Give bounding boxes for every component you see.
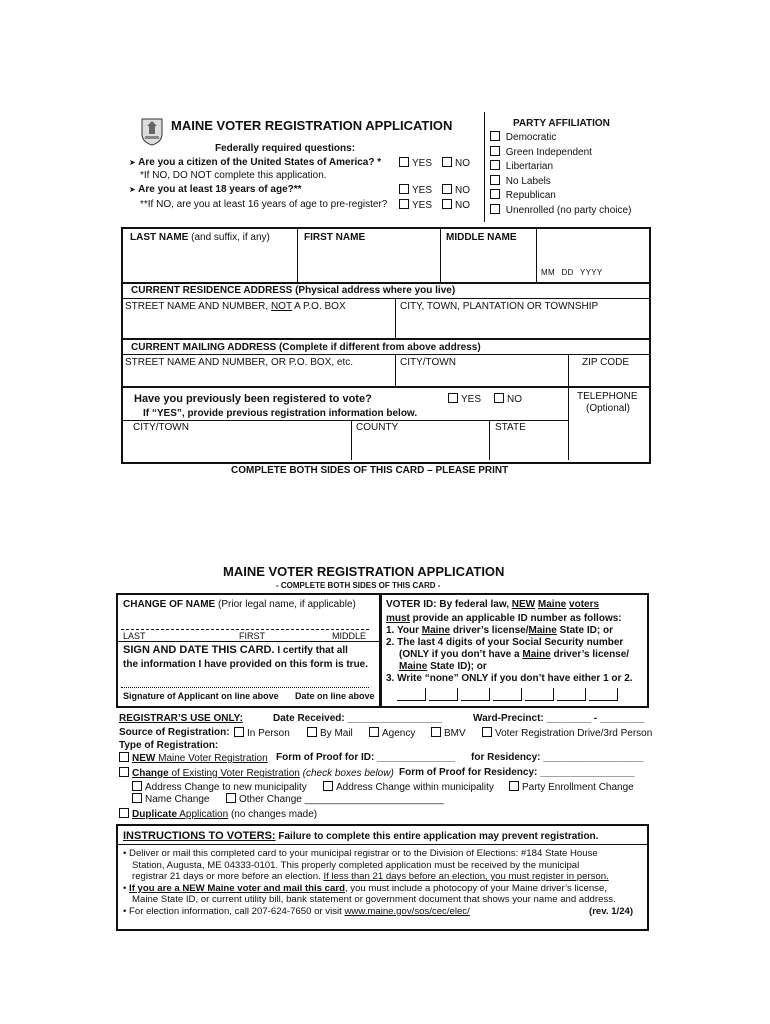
voter-id-option2: 2. The last 4 digits of your Social Security number — [386, 637, 624, 648]
mailing-street-field[interactable] — [123, 369, 393, 385]
source-agency-checkbox[interactable]: Agency — [369, 727, 415, 739]
duplicate-checkbox[interactable]: Duplicate Application (no changes made) — [119, 808, 317, 820]
sign-section-line1: SIGN AND DATE THIS CARD. I certify that all — [123, 644, 348, 656]
col-last-label: LAST — [123, 631, 146, 641]
previously-registered-no-checkbox[interactable]: NO — [494, 393, 522, 405]
type-label: Type of Registration: — [119, 740, 219, 751]
first-name-field[interactable] — [300, 245, 438, 279]
proof-id: Form of Proof for ID: ______________ — [276, 752, 455, 763]
age-no-checkbox[interactable]: NO — [442, 184, 470, 196]
divider — [122, 338, 649, 340]
age-yes-checkbox[interactable]: YES — [399, 184, 432, 196]
instruction-new-voter: • If you are a NEW Maine voter and mail this card, you must include a photocopy of your Maine driver’s license, — [123, 882, 607, 894]
source-in-person-checkbox[interactable]: In Person — [234, 727, 290, 739]
new-registration-checkbox[interactable]: NEW Maine Voter Registration — [119, 752, 268, 764]
signature-label: Signature of Applicant on line above — [123, 691, 279, 701]
telephone-label: TELEPHONE — [577, 391, 638, 402]
instruction-deliver-cont: Station, Augusta, ME 04333-0101. This properly completed application must be received by the municipal — [132, 859, 580, 871]
revision: (rev. 1/24) — [589, 906, 634, 917]
other-change-checkbox[interactable]: Other Change _________________________ — [226, 793, 444, 805]
voter-id-line1: VOTER ID: By federal law, NEW Maine voters — [386, 599, 600, 610]
telephone-optional: (Optional) — [586, 403, 630, 414]
change-name-label: CHANGE OF NAME (Prior legal name, if applicable) — [123, 599, 356, 610]
sign-section-line2: the information I have provided on this form is true. — [123, 659, 369, 670]
voter-id-number-field[interactable] — [397, 688, 621, 704]
prev-city-field[interactable] — [123, 434, 349, 458]
source-label: Source of Registration: — [119, 727, 230, 738]
party-libertarian-checkbox[interactable]: Libertarian — [490, 160, 631, 175]
instruction-info: • For election information, call 207-624-7650 or visit www.maine.gov/sos/cec/elec/ — [123, 905, 470, 917]
divider — [121, 687, 369, 688]
dob-field[interactable] — [539, 245, 645, 265]
divider — [440, 228, 441, 282]
citizen-yes-checkbox[interactable]: YES — [399, 157, 432, 169]
prev-state-field[interactable] — [492, 434, 566, 458]
divider — [121, 629, 369, 630]
card-back-title: MAINE VOTER REGISTRATION APPLICATION — [223, 564, 505, 579]
party-unenrolled-checkbox[interactable]: Unenrolled (no party choice) — [490, 204, 631, 219]
party-options — [490, 131, 631, 218]
divider — [117, 844, 648, 845]
instructions-list — [123, 848, 616, 917]
divider — [122, 282, 649, 284]
voter-id-option2-note: (ONLY if you don’t have a Maine driver’s license/ — [399, 649, 630, 660]
residence-street-field[interactable] — [123, 313, 393, 337]
previous-registration-note: If “YES”, provide previous registration information below. — [143, 408, 418, 419]
telephone-field[interactable] — [571, 418, 645, 458]
dob-hint: MM DD YYYY — [541, 268, 603, 277]
mailing-title: CURRENT MAILING ADDRESS (Complete if different from above address) — [131, 342, 481, 353]
voter-id-option2-note2: Maine State ID); or — [399, 661, 487, 672]
instruction-deliver: • Deliver or mail this completed card to your municipal registrar or to the Division of Elections: #184 State House — [123, 848, 598, 859]
divider — [122, 354, 649, 355]
prev-city-label: CITY/TOWN — [133, 422, 189, 433]
party-title: PARTY AFFILIATION — [513, 118, 610, 129]
source-by-mail-checkbox[interactable]: By Mail — [307, 727, 353, 739]
source-bmv-checkbox[interactable]: BMV — [431, 727, 466, 739]
election-info-link[interactable]: www.maine.gov/sos/cec/elec/ — [344, 905, 470, 917]
last-name-label: LAST NAME (and suffix, if any) — [130, 232, 270, 243]
divider — [297, 228, 298, 282]
divider — [122, 298, 649, 299]
divider — [117, 641, 379, 642]
mailing-street-label: STREET NAME AND NUMBER, OR P.O. BOX, etc. — [125, 357, 354, 368]
instructions-header: INSTRUCTIONS TO VOTERS: Failure to complete this entire application may prevent registration. — [123, 830, 599, 842]
address-change-within-checkbox[interactable]: Address Change within municipality — [323, 781, 494, 793]
last-name-field[interactable] — [123, 245, 295, 279]
divider — [568, 354, 569, 386]
ward-precinct: Ward-Precinct: ________ - ________ — [473, 713, 645, 724]
change-registration-checkbox[interactable]: Change of Existing Voter Registration (check boxes below) — [119, 767, 394, 779]
divider — [351, 420, 352, 460]
voter-id-option1: 1. Your Maine driver’s license/Maine State ID; or — [386, 625, 613, 636]
instruction-new-voter-cont: Maine State ID, or current utility bill, bank statement or government document that shows your name and address. — [132, 894, 616, 905]
middle-name-label: MIDDLE NAME — [446, 232, 517, 243]
preregister-yes-checkbox[interactable]: YES — [399, 199, 432, 211]
maine-seal-icon — [140, 116, 164, 146]
mailing-zip-field[interactable] — [571, 369, 645, 385]
address-change-new-checkbox[interactable]: Address Change to new municipality — [132, 781, 307, 793]
proof-residency: for Residency: __________________ — [471, 752, 644, 763]
age-note: **If NO, are you at least 16 years of age to pre-register? — [140, 199, 388, 210]
previously-registered-yes-checkbox[interactable]: YES — [448, 393, 481, 405]
divider — [395, 354, 396, 386]
divider — [395, 298, 396, 338]
voter-id-line2: must provide an applicable ID number as follows: — [386, 613, 622, 624]
divider — [122, 420, 568, 421]
mailing-city-field[interactable] — [398, 369, 566, 385]
party-divider — [484, 112, 485, 222]
party-green-checkbox[interactable]: Green Independent — [490, 146, 631, 161]
divider — [568, 386, 569, 460]
residence-street-label: STREET NAME AND NUMBER, NOT A P.O. BOX — [125, 301, 346, 312]
form-title: MAINE VOTER REGISTRATION APPLICATION — [171, 118, 453, 133]
residence-city-field[interactable] — [398, 313, 645, 337]
citizen-question: ➤ Are you a citizen of the United States of America? * — [129, 157, 382, 168]
instruction-deliver-cont2: registrar 21 days or more before an election. If less than 21 days before an election, you must register in person. — [132, 871, 609, 882]
col-first-label: FIRST — [239, 631, 265, 641]
mailing-city-label: CITY/TOWN — [400, 357, 456, 368]
col-middle-label: MIDDLE — [332, 631, 367, 641]
divider — [536, 228, 537, 282]
residence-city-label: CITY, TOWN, PLANTATION OR TOWNSHIP — [400, 301, 599, 312]
name-change-checkbox[interactable]: Name Change — [132, 793, 209, 805]
change-proof-residency: Form of Proof for Residency: _________________ — [399, 767, 635, 778]
registrar-title: REGISTRAR’S USE ONLY: — [119, 713, 243, 724]
card-front-footer: COMPLETE BOTH SIDES OF THIS CARD – PLEASE PRINT — [231, 465, 509, 476]
party-nolabels-checkbox[interactable]: No Labels — [490, 175, 631, 190]
mailing-zip-label: ZIP CODE — [582, 357, 630, 368]
federal-questions-title: Federally required questions: — [215, 143, 356, 154]
divider — [489, 420, 490, 460]
previously-registered-question: Have you previously been registered to vote? — [134, 393, 372, 405]
first-name-label: FIRST NAME — [304, 232, 366, 243]
prior-name-field[interactable] — [123, 612, 369, 628]
prev-county-field[interactable] — [354, 434, 487, 458]
source-drive-checkbox[interactable]: Voter Registration Drive/3rd Person — [482, 727, 652, 739]
citizen-no-checkbox[interactable]: NO — [442, 157, 470, 169]
party-change-checkbox[interactable]: Party Enrollment Change — [509, 781, 634, 793]
party-republican-checkbox[interactable]: Republican — [490, 189, 631, 204]
date-received: Date Received: _________________ — [273, 713, 443, 724]
voter-id-option3: 3. Write “none” ONLY if you don’t have either 1 or 2. — [386, 673, 633, 684]
date-label: Date on line above — [295, 691, 375, 701]
prev-state-label: STATE — [495, 422, 526, 433]
middle-name-field[interactable] — [443, 245, 534, 279]
card-back-subtitle: - COMPLETE BOTH SIDES OF THIS CARD - — [276, 581, 441, 590]
prev-county-label: COUNTY — [356, 422, 399, 433]
divider — [122, 386, 649, 388]
preregister-no-checkbox[interactable]: NO — [442, 199, 470, 211]
signature-field[interactable] — [123, 672, 369, 686]
age-question: ➤ Are you at least 18 years of age?** — [129, 184, 302, 195]
citizen-note: *If NO, DO NOT complete this application. — [140, 170, 327, 181]
party-democratic-checkbox[interactable]: Democratic — [490, 131, 631, 146]
residence-title: CURRENT RESIDENCE ADDRESS (Physical address where you live) — [131, 285, 456, 296]
